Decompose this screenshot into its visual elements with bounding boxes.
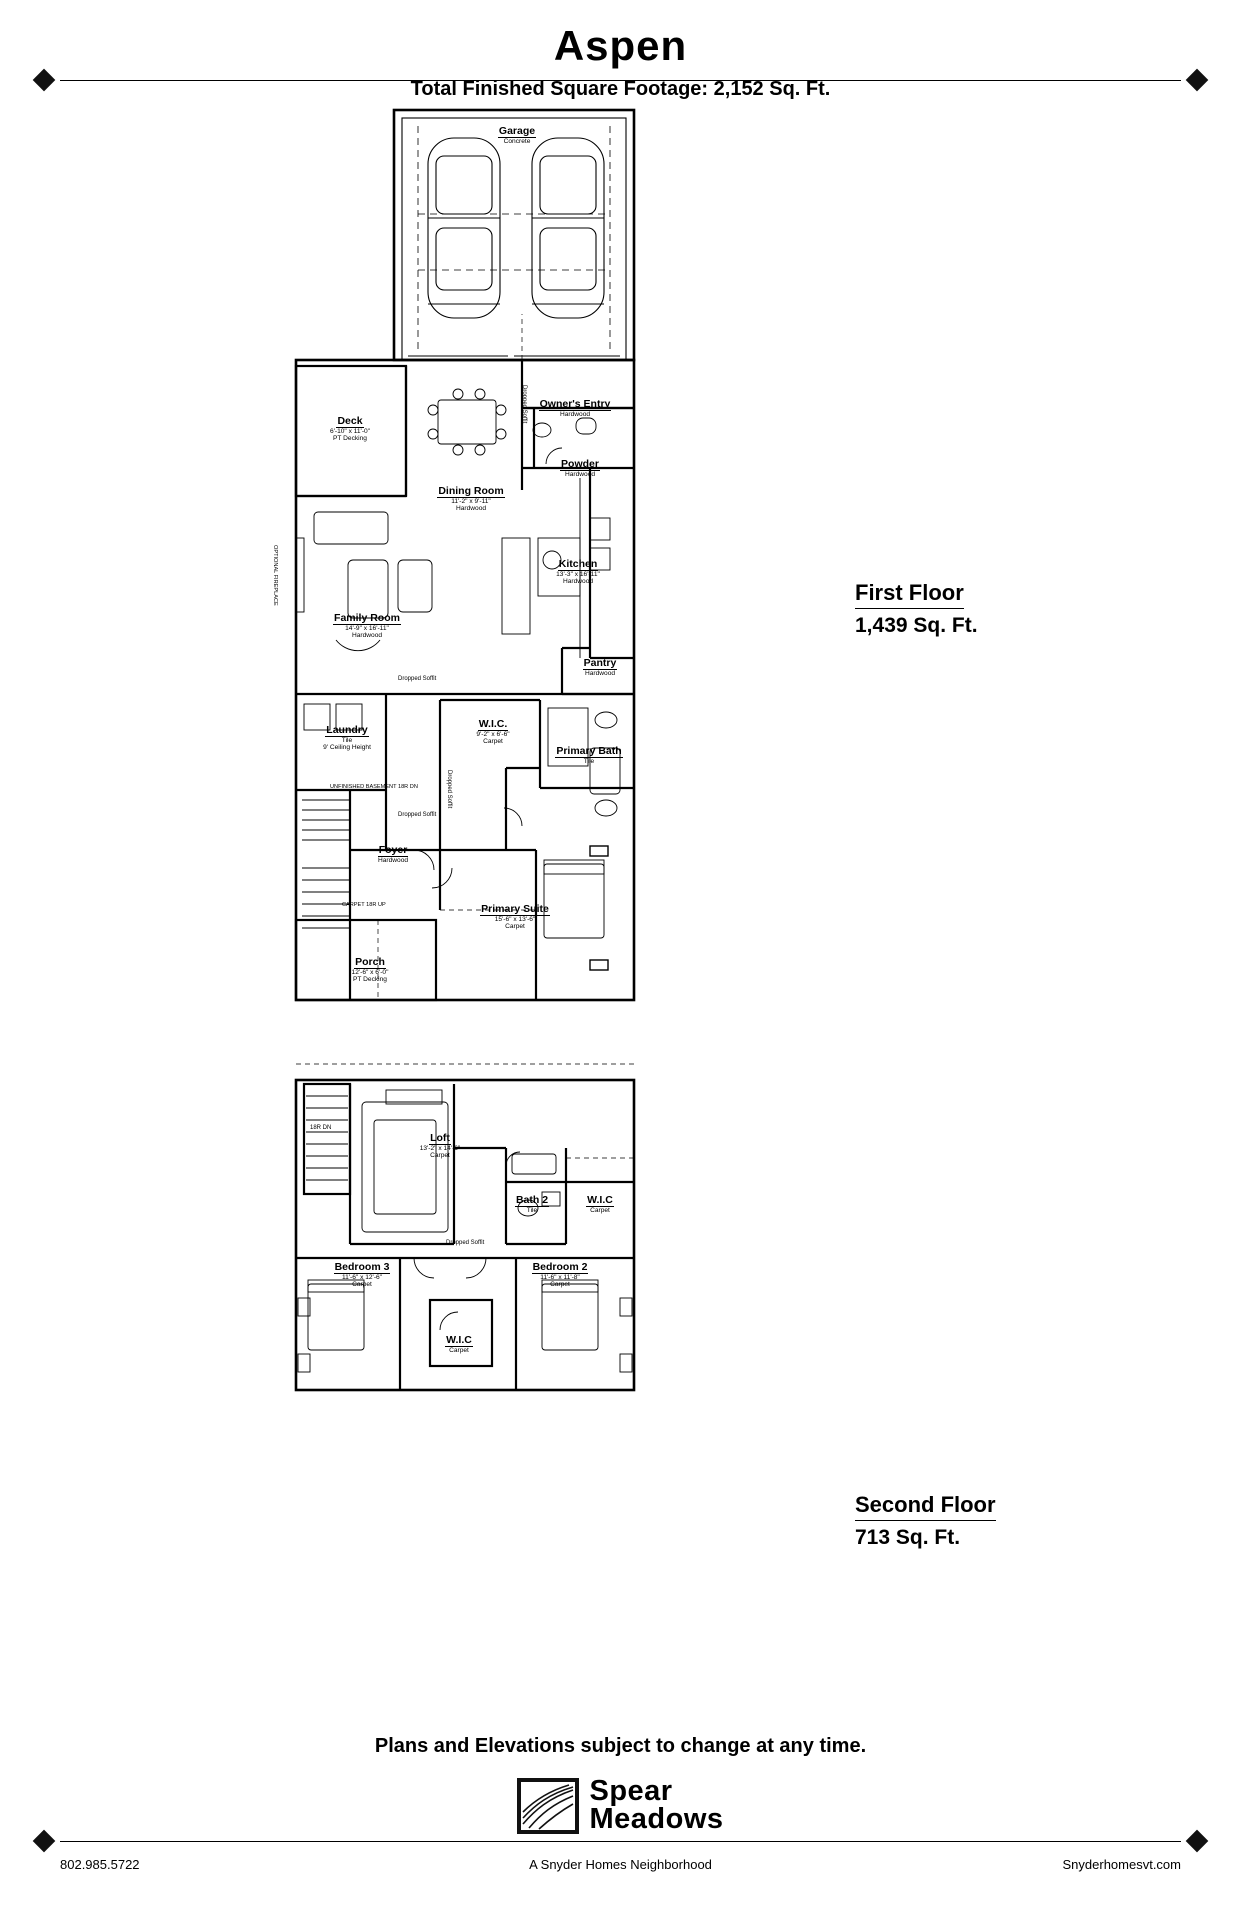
room-label-family-room: Family Room 14'-9" x 16'-11" Hardwood — [334, 612, 400, 640]
note-dropped-soffit-3: Dropped Soffit — [521, 385, 527, 424]
brand-name — [589, 1775, 724, 1835]
second-floor-name: Second Floor — [855, 1492, 996, 1521]
footer-tagline: A Snyder Homes Neighborhood — [529, 1857, 712, 1872]
brand-line-2: Meadows — [589, 1803, 724, 1835]
second-floor-plan — [290, 1062, 650, 1402]
room-label-loft: Loft 13'-2" x 14'-6" Carpet — [419, 1132, 461, 1160]
note-dropped-soffit-2: Dropped Soffit — [398, 812, 437, 818]
note-optional-fireplace: OPTIONAL FIREPLACE — [272, 545, 278, 606]
room-label-foyer: Foyer Hardwood — [377, 844, 409, 865]
room-label-kitchen: Kitchen 13'-3" x 16'-11" Hardwood — [556, 558, 600, 586]
room-label-wic-first: W.I.C. 9'-2" x 6'-6" Carpet — [476, 718, 510, 746]
room-label-bath-2: Bath 2 Tile — [515, 1194, 549, 1215]
brand-logo — [0, 1775, 1241, 1835]
room-label-wic-second-upper: W.I.C Carpet — [587, 1194, 613, 1215]
first-floor-name: First Floor — [855, 580, 964, 609]
room-label-bedroom-2: Bedroom 2 11'-6" x 11'-8" Carpet — [532, 1261, 588, 1289]
room-label-primary-bath: Primary Bath Tile — [556, 745, 622, 766]
note-unfinished-basement: UNFINISHED BASEMENT 18R DN — [330, 784, 418, 790]
note-dropped-soffit-1: Dropped Soffit — [398, 676, 437, 682]
room-label-owners-entry: Owner's Entry Hardwood — [539, 398, 611, 419]
second-floor-caption — [855, 1492, 996, 1550]
meadows-logo-icon — [517, 1778, 579, 1834]
brand-line-1: Spear — [589, 1775, 673, 1808]
note-dropped-soffit-second: Dropped Soffit — [446, 1240, 485, 1246]
room-label-pantry: Pantry Hardwood — [583, 657, 617, 678]
page-subtitle: Total Finished Square Footage: 2,152 Sq. Ft. — [410, 78, 831, 100]
footer-rule — [60, 1841, 1181, 1842]
first-floor-caption — [855, 580, 978, 638]
room-label-primary-suite: Primary Suite 15'-6" x 13'-6" Carpet — [481, 903, 549, 931]
room-label-wic-second-lower: W.I.C Carpet — [446, 1334, 472, 1355]
note-18r-dn: 18R DN — [310, 1125, 332, 1131]
note-carpet-stairs-up: CARPET 18R UP — [342, 902, 386, 908]
second-floor-sqft: 713 Sq. Ft. — [855, 1526, 961, 1549]
room-label-bedroom-3: Bedroom 3 11'-6" x 12'-6" Carpet — [334, 1261, 390, 1289]
footer-phone[interactable]: 802.985.5722 — [60, 1857, 140, 1872]
footer-website[interactable]: Snyderhomesvt.com — [1062, 1857, 1181, 1872]
room-label-porch: Porch 12'-6" x 6'-0" PT Decking — [351, 956, 389, 984]
room-label-laundry: Laundry Tile 9' Ceiling Height — [323, 724, 371, 752]
note-dropped-soffit-4: Dropped Soffit — [446, 770, 452, 809]
room-label-dining-room: Dining Room 11'-2" x 9'-11" Hardwood — [438, 485, 504, 513]
room-label-garage: Garage Concrete — [498, 125, 536, 146]
room-label-powder: Powder Hardwood — [561, 458, 599, 479]
disclaimer-text: Plans and Elevations subject to change at any time. — [374, 1735, 867, 1757]
first-floor-plan — [290, 108, 700, 1038]
first-floor-sqft: 1,439 Sq. Ft. — [855, 614, 978, 637]
page-title: Aspen — [553, 22, 688, 69]
room-label-deck: Deck 6'-10" x 11'-0" PT Decking — [329, 415, 371, 443]
